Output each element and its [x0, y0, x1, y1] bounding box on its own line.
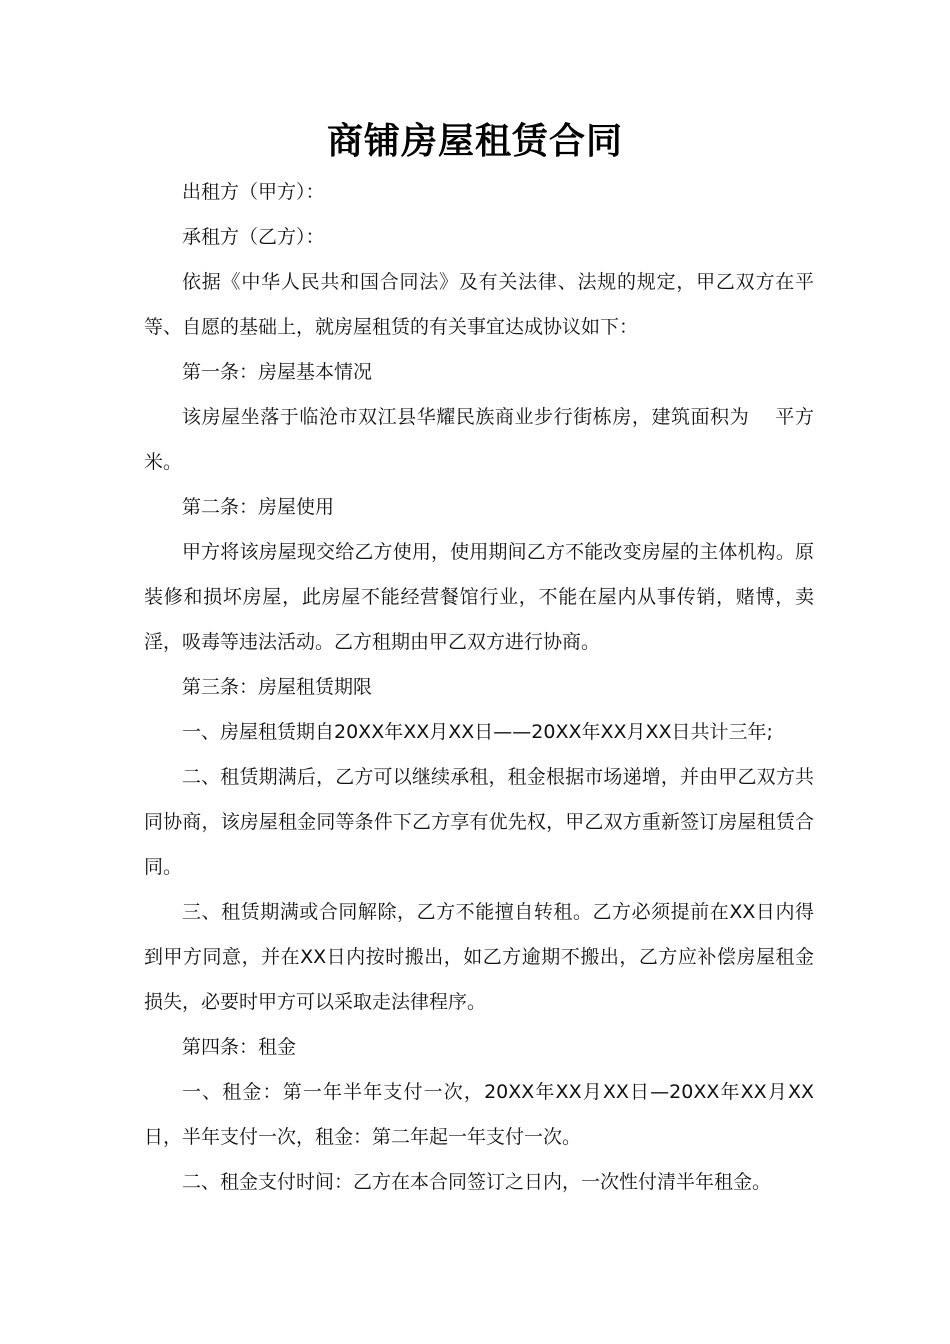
article-3-clause-3: 三、租赁期满或合同解除，乙方不能擅自转租。乙方必须提前在XX日内得到甲方同意，并在XX日内按时搬出，如乙方逾期不搬出，乙方应补偿房屋租金损失，必要时甲方可以采取走法律程序。 — [144, 901, 814, 1013]
document-title: 商铺房屋租赁合同 — [326, 121, 623, 162]
party-a-line: 出租方（甲方）： — [182, 181, 325, 203]
article-4-clause-2: 二、租金支付时间：乙方在本合同签订之日内，一次性付清半年租金。 — [182, 1171, 772, 1193]
preamble-paragraph: 依据《中华人民共和国合同法》及有关法律、法规的规定，甲乙双方在平等、自愿的基础上，就房屋租赁的有关事宜达成协议如下： — [144, 271, 814, 338]
article-2-paragraph: 甲方将该房屋现交给乙方使用，使用期间乙方不能改变房屋的主体机构。原装修和损坏房屋，此房屋不能经营餐馆行业，不能在屋内从事传销，赌博，卖淫，吸毒等违法活动。乙方租期由甲乙双方进行协商。 — [144, 541, 814, 653]
document-body — [144, 170, 814, 1205]
article-2-heading: 第二条：房屋使用 — [182, 496, 335, 518]
party-b-line: 承租方（乙方）： — [182, 226, 325, 248]
article-3-clause-2: 二、租赁期满后，乙方可以继续承租，租金根据市场递增，并由甲乙双方共同协商，该房屋租金同等条件下乙方享有优先权，甲乙双方重新签订房屋租赁合同。 — [144, 766, 814, 878]
article-3-heading: 第三条：房屋租赁期限 — [182, 676, 373, 698]
article-3-clause-1: 一、房屋租赁期自20XX年XX月XX日——20XX年XX月XX日共计三年; — [182, 721, 773, 743]
article-1-paragraph: 该房屋坐落于临沧市双江县华耀民族商业步行街栋房，建筑面积为 平方米。 — [144, 406, 814, 473]
article-4-heading: 第四条：租金 — [182, 1036, 297, 1058]
article-4-clause-1: 一、租金：第一年半年支付一次，20XX年XX月XX日—20XX年XX月XX日，半年支付一次，租金：第二年起一年支付一次。 — [144, 1081, 814, 1148]
article-1-heading: 第一条：房屋基本情况 — [182, 361, 373, 383]
